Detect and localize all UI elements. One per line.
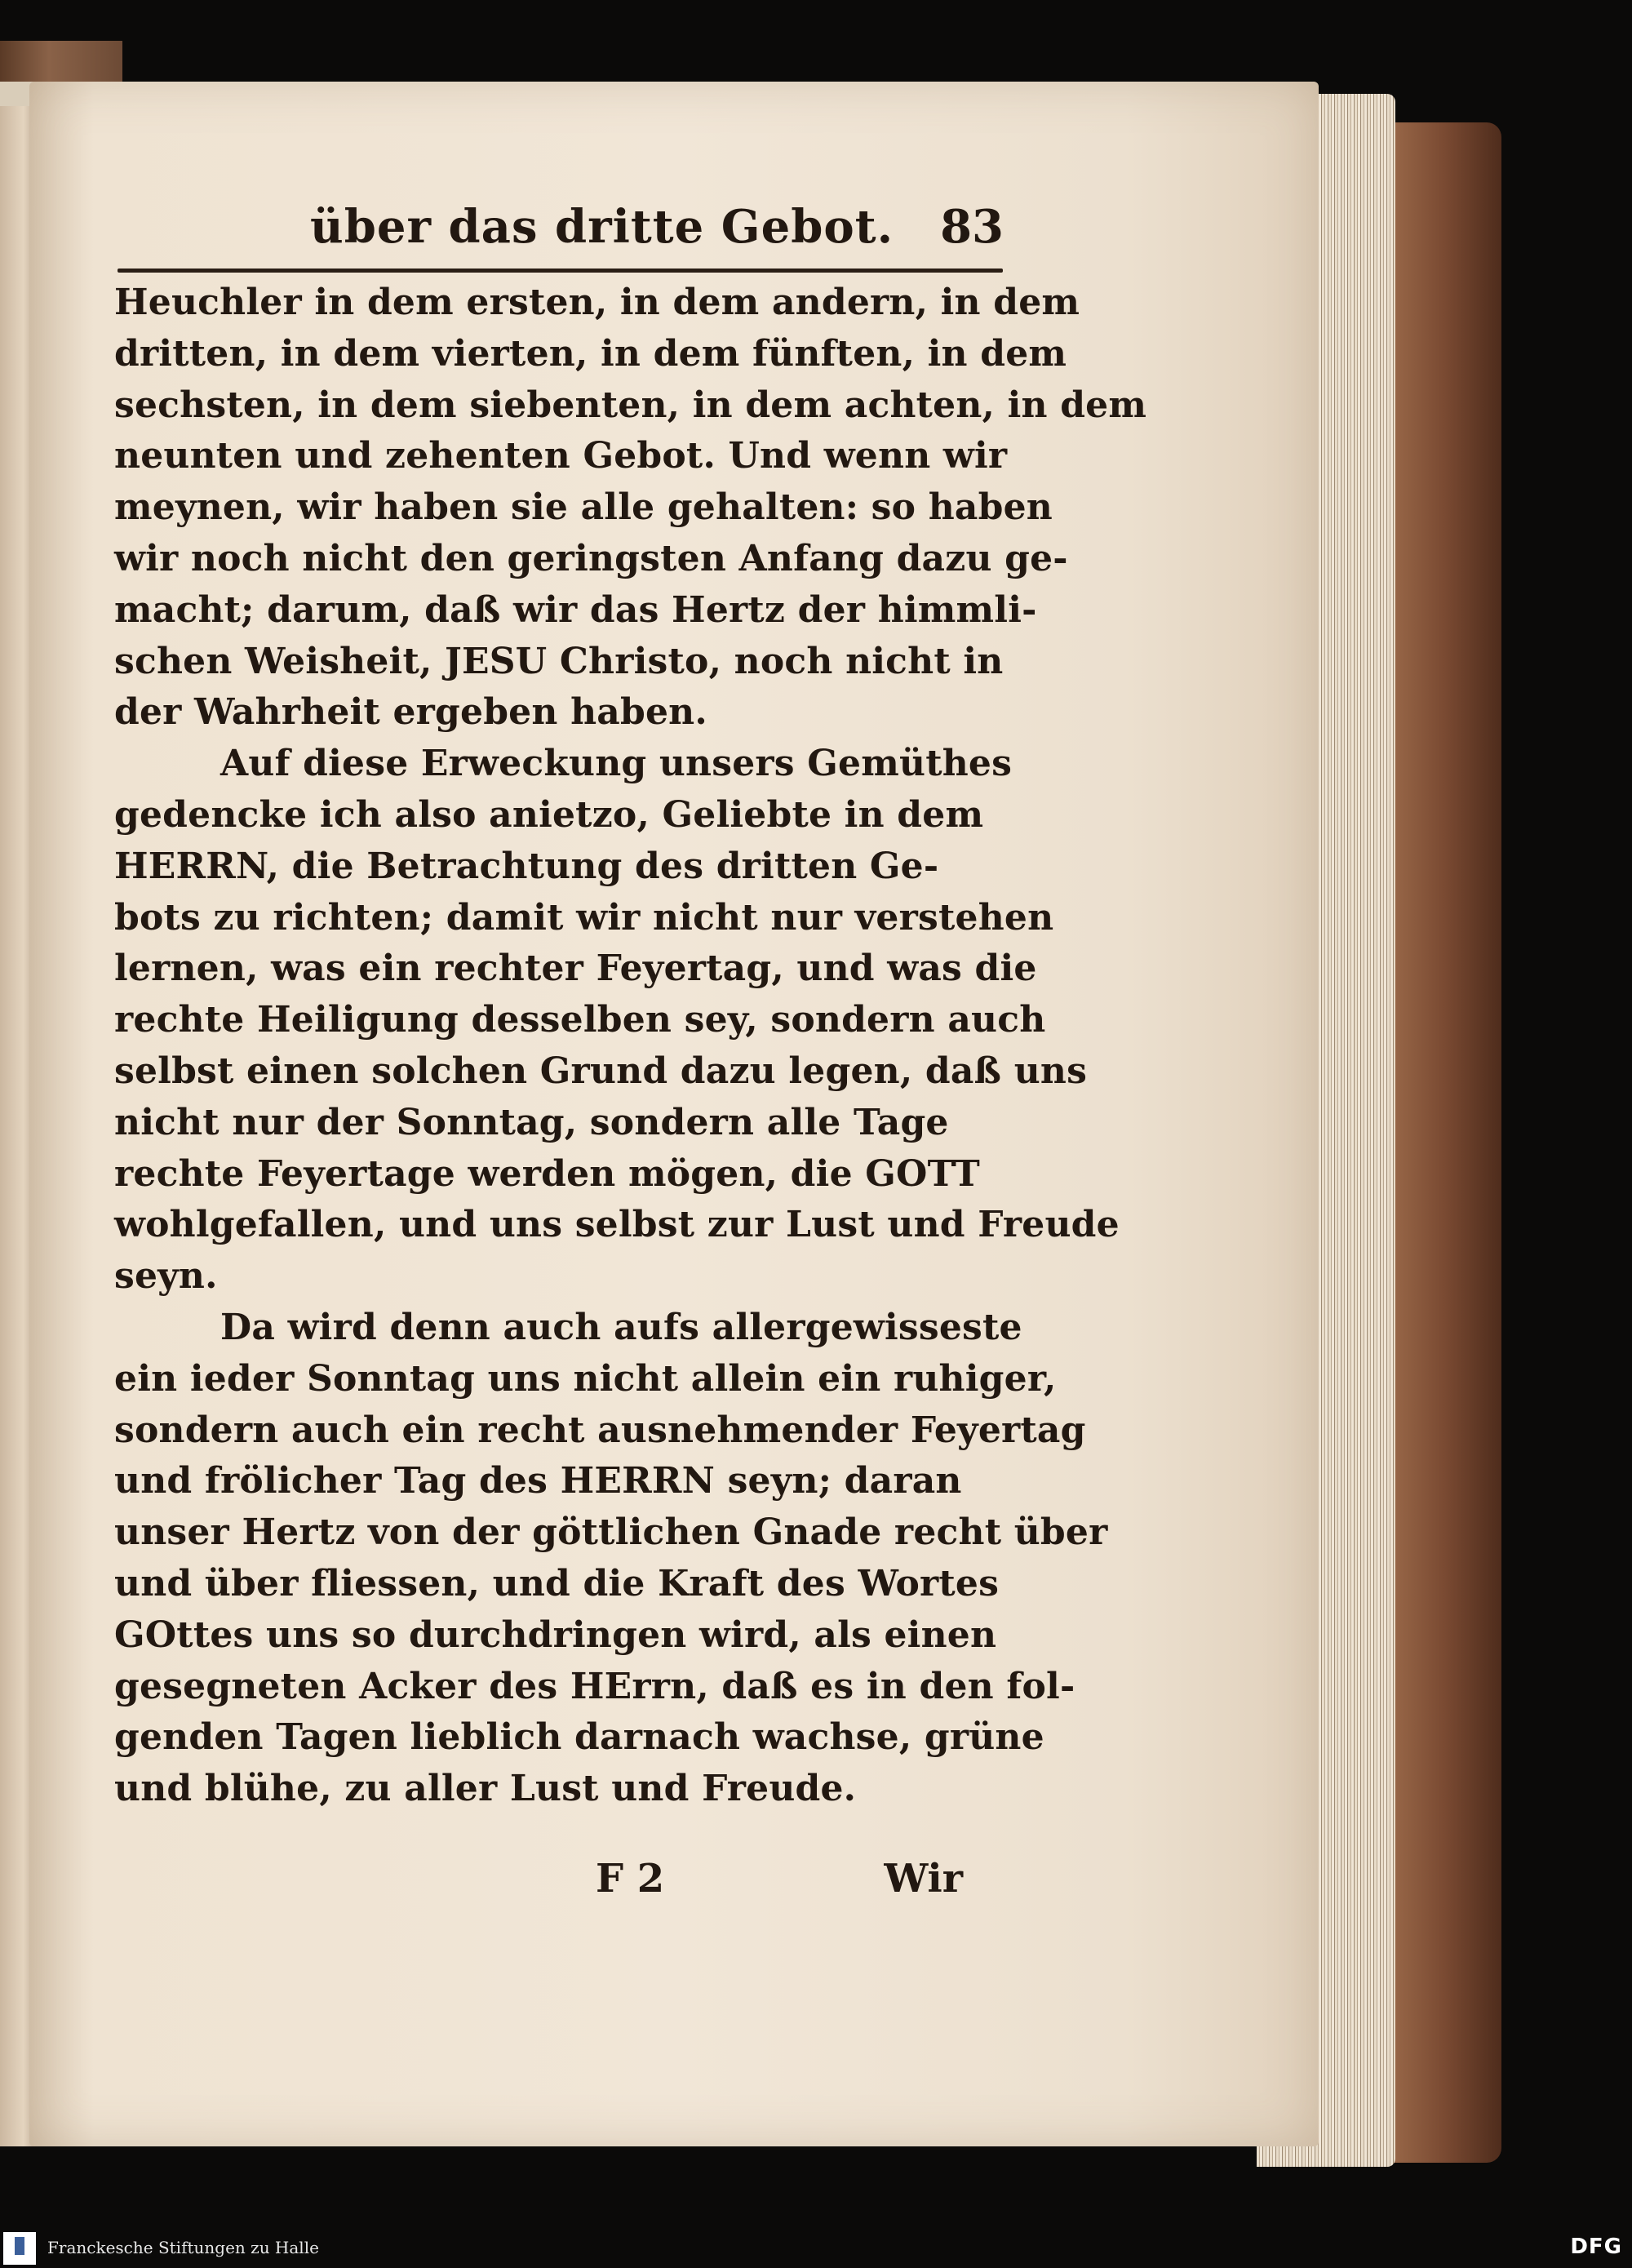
text-line: sechsten, in dem siebenten, in dem achten, in dem (114, 384, 1147, 426)
text-line: schen Weisheit, JESU Christo, noch nicht in (114, 640, 1004, 682)
text-line: unser Hertz von der göttlichen Gnade recht über (114, 1511, 1108, 1554)
text-line: selbst einen solchen Grund dazu legen, daß uns (114, 1050, 1088, 1092)
institution-logo-icon (3, 2232, 36, 2265)
text-line: ein ieder Sonntag uns nicht allein ein ruhiger, (114, 1357, 1057, 1400)
institution-name: Franckesche Stiftungen zu Halle (47, 2238, 319, 2257)
running-head-title: über das dritte Gebot. (310, 200, 894, 254)
text-line: HERRN, die Betrachtung des dritten Ge- (114, 845, 939, 887)
text-line: Heuchler in dem ersten, in dem andern, in dem (114, 282, 1080, 323)
text-line: seyn. (114, 1255, 218, 1298)
signature-mark: F 2 (596, 1855, 665, 1902)
text-line: und über fliessen, und die Kraft des Wortes (114, 1562, 1000, 1604)
credit-bar (0, 2228, 1632, 2268)
text-line: bots zu richten; damit wir nicht nur verstehen (114, 896, 1054, 939)
page-text-block (114, 200, 1147, 1921)
text-line: gesegneten Acker des HErrn, daß es in den fol- (114, 1665, 1075, 1707)
text-line: GOttes uns so durchdringen wird, als einen (114, 1613, 997, 1656)
text-line: wohlgefallen, und uns selbst zur Lust und Freude (114, 1204, 1120, 1246)
page-footer (114, 1856, 1028, 1921)
paragraph-start-line: Auf diese Erweckung unsers Gemüthes (220, 743, 1013, 785)
text-line: der Wahrheit ergeben haben. (114, 691, 707, 734)
dfg-logo: DFG (1570, 2235, 1622, 2259)
text-line: neunten und zehenten Gebot. Und wenn wir (114, 435, 1008, 477)
text-line: gedencke ich also anietzo, Geliebte in dem (114, 793, 984, 836)
text-line: sondern auch ein recht ausnehmender Feyertag (114, 1409, 1086, 1451)
text-line: und blühe, zu aller Lust und Freude. (114, 1768, 857, 1810)
text-line: und frölicher Tag des HERRN seyn; daran (114, 1460, 962, 1502)
text-line: wir noch nicht den geringsten Anfang dazu ge- (114, 537, 1068, 579)
paragraph-start-line: Da wird denn auch aufs allergewisseste (220, 1306, 1022, 1348)
head-rule (118, 269, 1003, 273)
text-line: macht; darum, daß wir das Hertz der himmli- (114, 588, 1037, 631)
text-line: lernen, was ein rechter Feyertag, und was die (114, 948, 1037, 990)
text-line: meynen, wir haben sie alle gehalten: so haben (114, 486, 1053, 529)
text-line: rechte Feyertage werden mögen, die GOTT (114, 1152, 980, 1195)
text-line: dritten, in dem vierten, in dem fünften, in dem (114, 332, 1067, 375)
page-number: 83 (940, 200, 1004, 254)
catchword: Wir (884, 1855, 963, 1902)
text-line: genden Tagen lieblich darnach wachse, grüne (114, 1716, 1044, 1759)
running-head (114, 200, 1028, 265)
text-line: nicht nur der Sonntag, sondern alle Tage (114, 1101, 949, 1143)
text-line: rechte Heiligung desselben sey, sondern auch (114, 999, 1046, 1041)
